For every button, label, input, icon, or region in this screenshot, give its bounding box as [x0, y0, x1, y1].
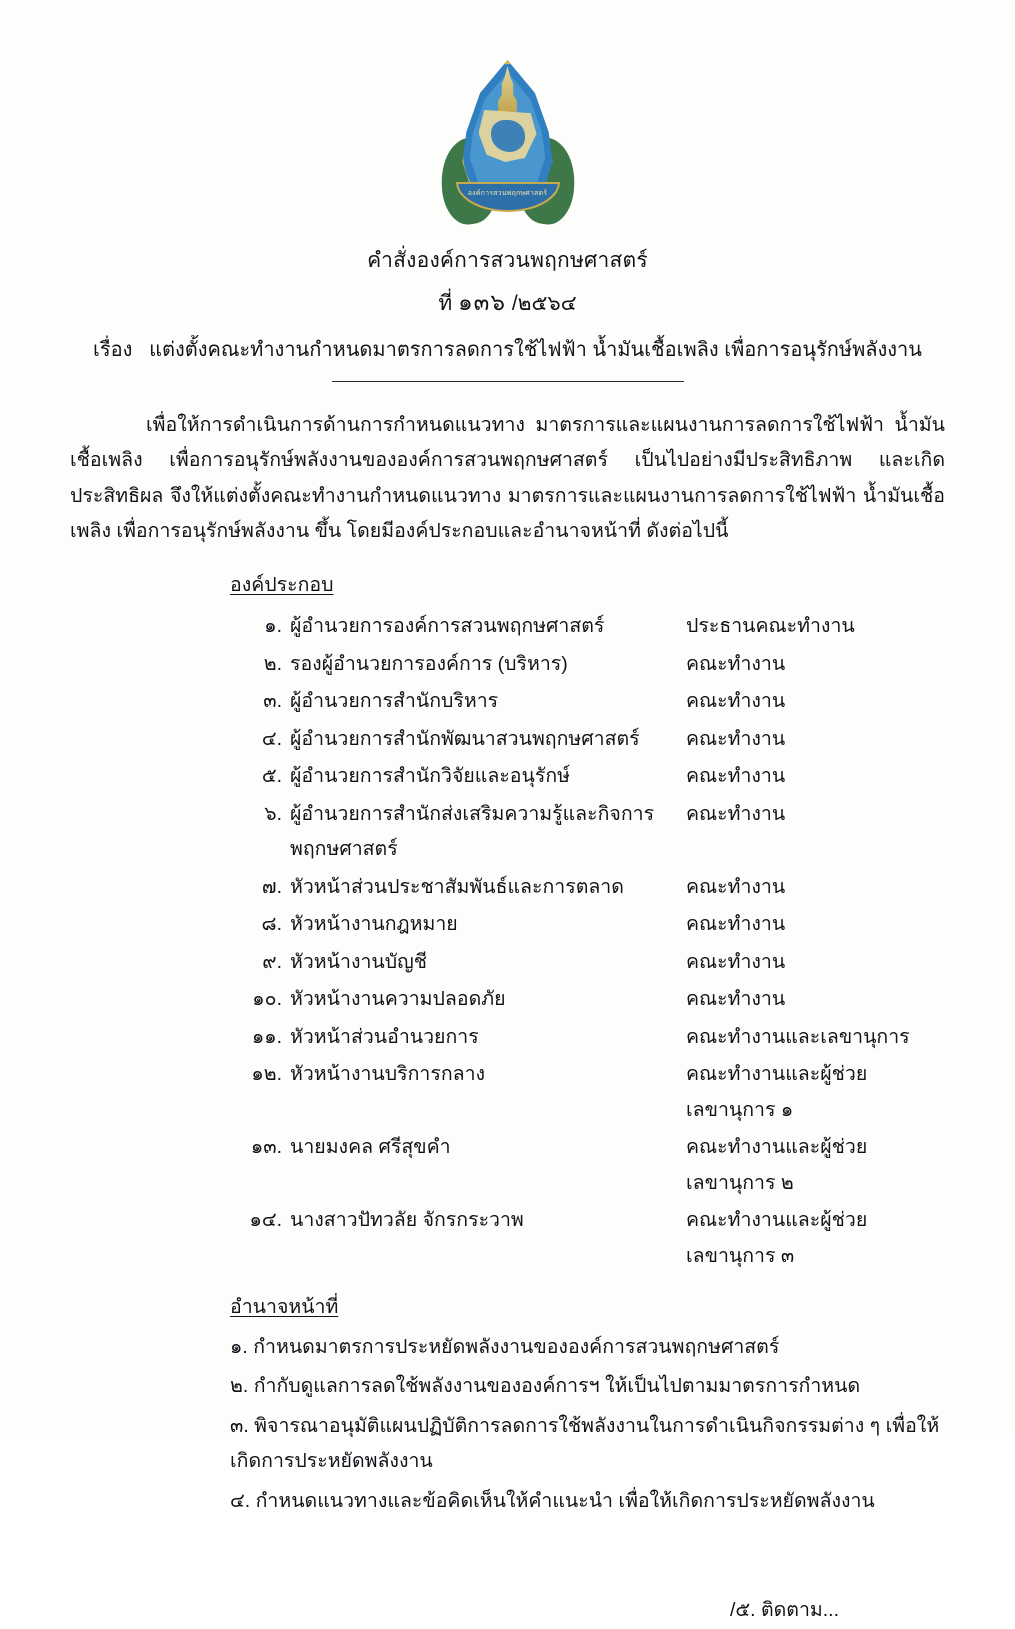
member-role: คณะทำงาน: [686, 950, 786, 973]
member-name: หัวหน้างานบริการกลาง: [290, 1063, 486, 1086]
list-item: [70, 945, 945, 980]
member-role: คณะทำงานและผู้ช่วยเลขานุการ ๓: [686, 1209, 868, 1267]
intro-paragraph-block: [70, 408, 945, 550]
member-name: ผู้อำนวยการสำนักส่งเสริมความรู้และกิจการพฤกษศาสตร์: [290, 802, 655, 861]
member-number: ๑๓.: [250, 1136, 282, 1159]
member-name: หัวหน้าส่วนประชาสัมพันธ์และการตลาด: [290, 875, 624, 898]
order-prefix: ที่: [438, 292, 453, 315]
member-number: ๕.: [261, 765, 282, 788]
member-number: ๑๐.: [252, 988, 282, 1011]
member-name: นายมงคล ศรีสุขคำ: [290, 1136, 451, 1159]
member-name: ผู้อำนวยการองค์การสวนพฤกษศาสตร์: [290, 615, 605, 638]
list-item: [70, 759, 945, 794]
member-number: ๑๑.: [251, 1025, 282, 1048]
list-item: [70, 907, 945, 942]
member-role: คณะทำงาน: [686, 913, 786, 936]
member-number: ๓.: [263, 690, 282, 713]
document-body: [70, 408, 945, 1629]
member-name: ผู้อำนวยการสำนักพัฒนาสวนพฤกษศาสตร์: [290, 727, 640, 750]
document-header: [0, 244, 1015, 382]
member-role: คณะทำงาน: [686, 802, 786, 825]
member-role: คณะทำงาน: [686, 875, 786, 898]
member-number: ๑๒.: [251, 1063, 282, 1086]
order-title: คำสั่งองค์การสวนพฤกษศาสตร์: [367, 249, 648, 272]
member-role: คณะทำงานและเลขานุการ: [686, 1025, 910, 1048]
member-name: หัวหน้างานบัญชี: [290, 950, 427, 973]
list-item: [70, 1020, 945, 1055]
list-item: [70, 722, 945, 757]
order-year: /๒๕๖๔: [511, 292, 577, 315]
duty-item: ๒. กำกับดูแลการลดใช้พลังงานขององค์การฯ ให้เป็นไปตามมาตรการกำหนด: [230, 1375, 861, 1398]
member-number: ๗.: [261, 875, 282, 898]
member-role: คณะทำงาน: [686, 652, 786, 675]
member-role: คณะทำงาน: [686, 765, 786, 788]
order-number-line: [0, 285, 1015, 321]
header-divider: [332, 381, 684, 382]
member-number: ๑๔.: [249, 1209, 282, 1232]
duty-item: ๑. กำหนดมาตรการประหยัดพลังงานขององค์การสวนพฤกษศาสตร์: [230, 1335, 780, 1358]
subject-line: [0, 333, 1015, 365]
composition-list: [70, 609, 945, 1274]
member-number: ๑.: [264, 615, 282, 638]
member-number: ๘.: [261, 913, 282, 936]
subject-text: แต่งตั้งคณะทำงานกำหนดมาตรการลดการใช้ไฟฟ้า น้ำมันเชื้อเพลิง เพื่อการอนุรักษ์พลังงาน: [149, 339, 922, 361]
list-item: [70, 609, 945, 644]
member-number: ๙.: [262, 950, 282, 973]
member-role: คณะทำงาน: [686, 727, 786, 750]
subject-label: เรื่อง: [93, 339, 133, 361]
member-role: ประธานคณะทำงาน: [686, 615, 855, 638]
list-item: [70, 982, 945, 1017]
list-item: [70, 1057, 945, 1128]
intro-paragraph: เพื่อให้การดำเนินการด้านการกำหนดแนวทาง มาตรการและแผนงานการลดการใช้ไฟฟ้า น้ำมันเชื้อเพลิง เพื่อการอนุรักษ์พลังงานขององค์การสวนพฤกษศาสตร์ เป็นไปอย่างมีประสิทธิภาพ และเกิดประสิทธิผล จึงให้แต่งตั้งคณะทำงานกำหนดแนวทาง มาตรการและแผนงานการลดการใช้ไฟฟ้า น้ำมันเชื้อเพลิง เพื่อการอนุรักษ์พลังงาน ขึ้น โดยมีองค์ประกอบและอำนาจหน้าที่ ดังต่อไปนี้: [70, 414, 945, 543]
list-item: [70, 1130, 945, 1201]
emblem-banner-text: องค์การสวนพฤกษศาสตร์: [467, 190, 548, 197]
member-name: รองผู้อำนวยการองค์การ (บริหาร): [290, 652, 568, 675]
list-item: [70, 684, 945, 719]
list-item: [70, 797, 945, 868]
composition-title: องค์ประกอบ: [230, 573, 334, 596]
member-role: คณะทำงาน: [686, 988, 786, 1011]
list-item: [70, 647, 945, 682]
member-name: หัวหน้างานกฎหมาย: [290, 913, 458, 936]
member-name: หัวหน้างานความปลอดภัย: [290, 988, 506, 1011]
member-number: ๒.: [263, 652, 282, 675]
list-item: [70, 870, 945, 905]
list-item: [70, 1203, 945, 1274]
member-role: คณะทำงานและผู้ช่วยเลขานุการ ๑: [686, 1063, 868, 1121]
duties-title: อำนาจหน้าที่: [230, 1296, 339, 1319]
duty-item: ๔. กำหนดแนวทางและข้อคิดเห็นให้คำแนะนำ เพื่อให้เกิดการประหยัดพลังงาน: [230, 1489, 875, 1512]
continued-note: /๕. ติดตาม...: [729, 1599, 839, 1622]
member-name: หัวหน้าส่วนอำนวยการ: [290, 1025, 479, 1048]
member-number: ๖.: [264, 802, 282, 825]
member-name: ผู้อำนวยการสำนักวิจัยและอนุรักษ์: [290, 765, 570, 788]
duty-item: ๓. พิจารณาอนุมัติแผนปฏิบัติการลดการใช้พลังงานในการดำเนินกิจกรรมต่าง ๆ เพื่อให้เกิดการประหยัดพลังงาน: [230, 1414, 940, 1473]
order-number: ๑๓๖: [458, 290, 506, 316]
member-role: คณะทำงาน: [686, 690, 786, 713]
botanical-garden-organization-emblem: [441, 58, 575, 230]
member-role: คณะทำงานและผู้ช่วยเลขานุการ ๒: [686, 1136, 868, 1194]
member-number: ๔.: [261, 727, 282, 750]
emblem-container: [0, 0, 1015, 230]
member-name: นางสาวปัทวลัย จักรกระวาพ: [290, 1209, 524, 1232]
member-name: ผู้อำนวยการสำนักบริหาร: [290, 690, 499, 713]
